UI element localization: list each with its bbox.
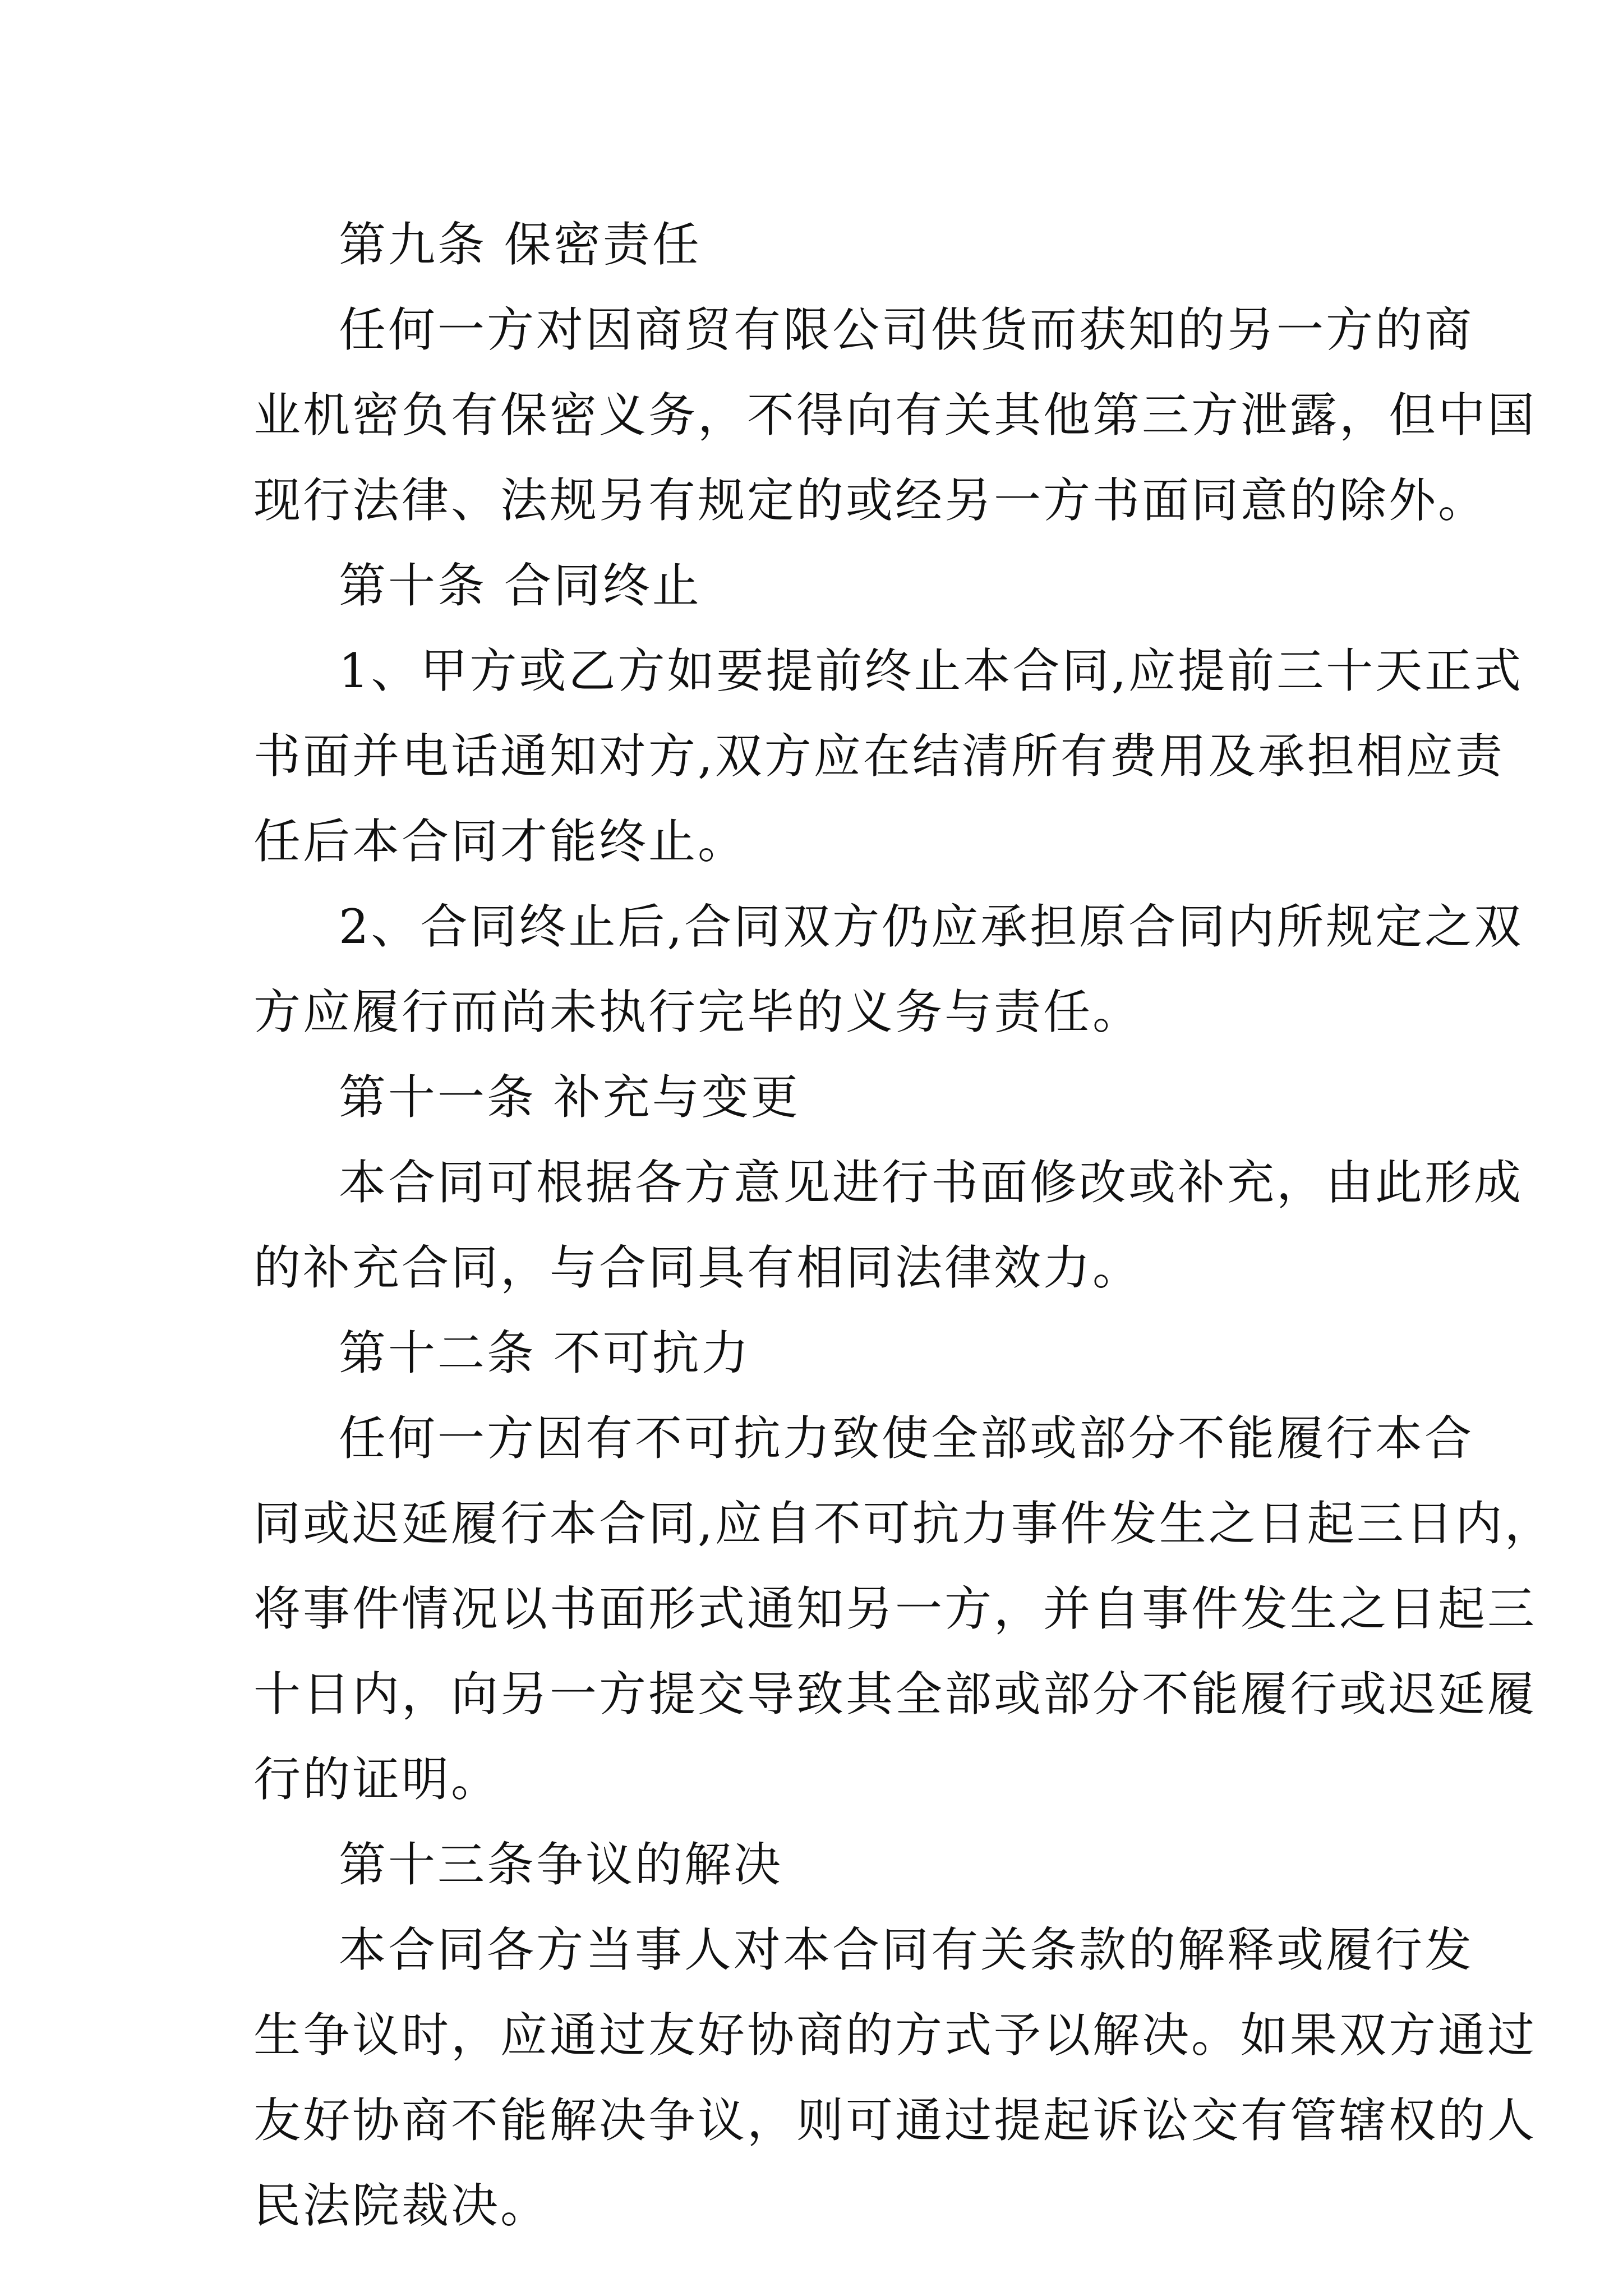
article-12-line-3: 将事件情况以书面形式通知另一方，并自事件发生之日起三	[253, 1581, 1537, 1636]
article-13-line-2: 生争议时，应通过友好协商的方式予以解决。如果双方通过	[253, 2008, 1537, 2063]
article-13-line-4: 民法院裁决。	[253, 2178, 550, 2233]
article-10-item-2-line-1: 2、合同终止后,合同双方仍应承担原合同内所规定之双	[339, 899, 1524, 954]
article-10-heading: 第十条 合同终止	[339, 558, 702, 613]
article-12-line-4: 十日内，向另一方提交导致其全部或部分不能履行或迟延履	[253, 1667, 1537, 1722]
article-10-item-2-line-2: 方应履行而尚未执行完毕的义务与责任。	[253, 984, 1142, 1039]
article-9-line-1: 任何一方对因商贸有限公司供货而获知的另一方的商	[339, 302, 1474, 357]
article-13-line-1: 本合同各方当事人对本合同有关条款的解释或履行发	[339, 1922, 1474, 1977]
article-13-heading: 第十三条争议的解决	[339, 1837, 783, 1892]
article-11-line-1: 本合同可根据各方意见进行书面修改或补充，由此形成	[339, 1155, 1524, 1210]
article-9-line-3: 现行法律、法规另有规定的或经另一方书面同意的除外。	[253, 473, 1488, 528]
article-9-heading: 第九条 保密责任	[339, 217, 702, 272]
article-11-line-2: 的补充合同，与合同具有相同法律效力。	[253, 1240, 1142, 1295]
article-12-line-5: 行的证明。	[253, 1752, 501, 1807]
article-11-heading: 第十一条 补充与变更	[339, 1070, 800, 1125]
article-9-line-2: 业机密负有保密义务，不得向有关其他第三方泄露，但中国	[253, 388, 1537, 443]
article-12-line-2: 同或迟延履行本合同,应自不可抗力事件发生之日起三日内，	[253, 1496, 1554, 1551]
article-10-item-1-line-1: 1、甲方或乙方如要提前终止本合同,应提前三十天正式	[339, 643, 1524, 698]
article-12-heading: 第十二条 不可抗力	[339, 1326, 751, 1381]
contract-text	[253, 202, 1554, 2248]
article-13-line-3: 友好协商不能解决争议，则可通过提起诉讼交有管辖权的人	[253, 2093, 1537, 2148]
article-10-item-1-line-2: 书面并电话通知对方,双方应在结清所有费用及承担相应责	[253, 729, 1505, 784]
article-12-line-1: 任何一方因有不可抗力致使全部或部分不能履行本合	[339, 1411, 1474, 1466]
article-10-item-1-line-3: 任后本合同才能终止。	[253, 814, 748, 869]
